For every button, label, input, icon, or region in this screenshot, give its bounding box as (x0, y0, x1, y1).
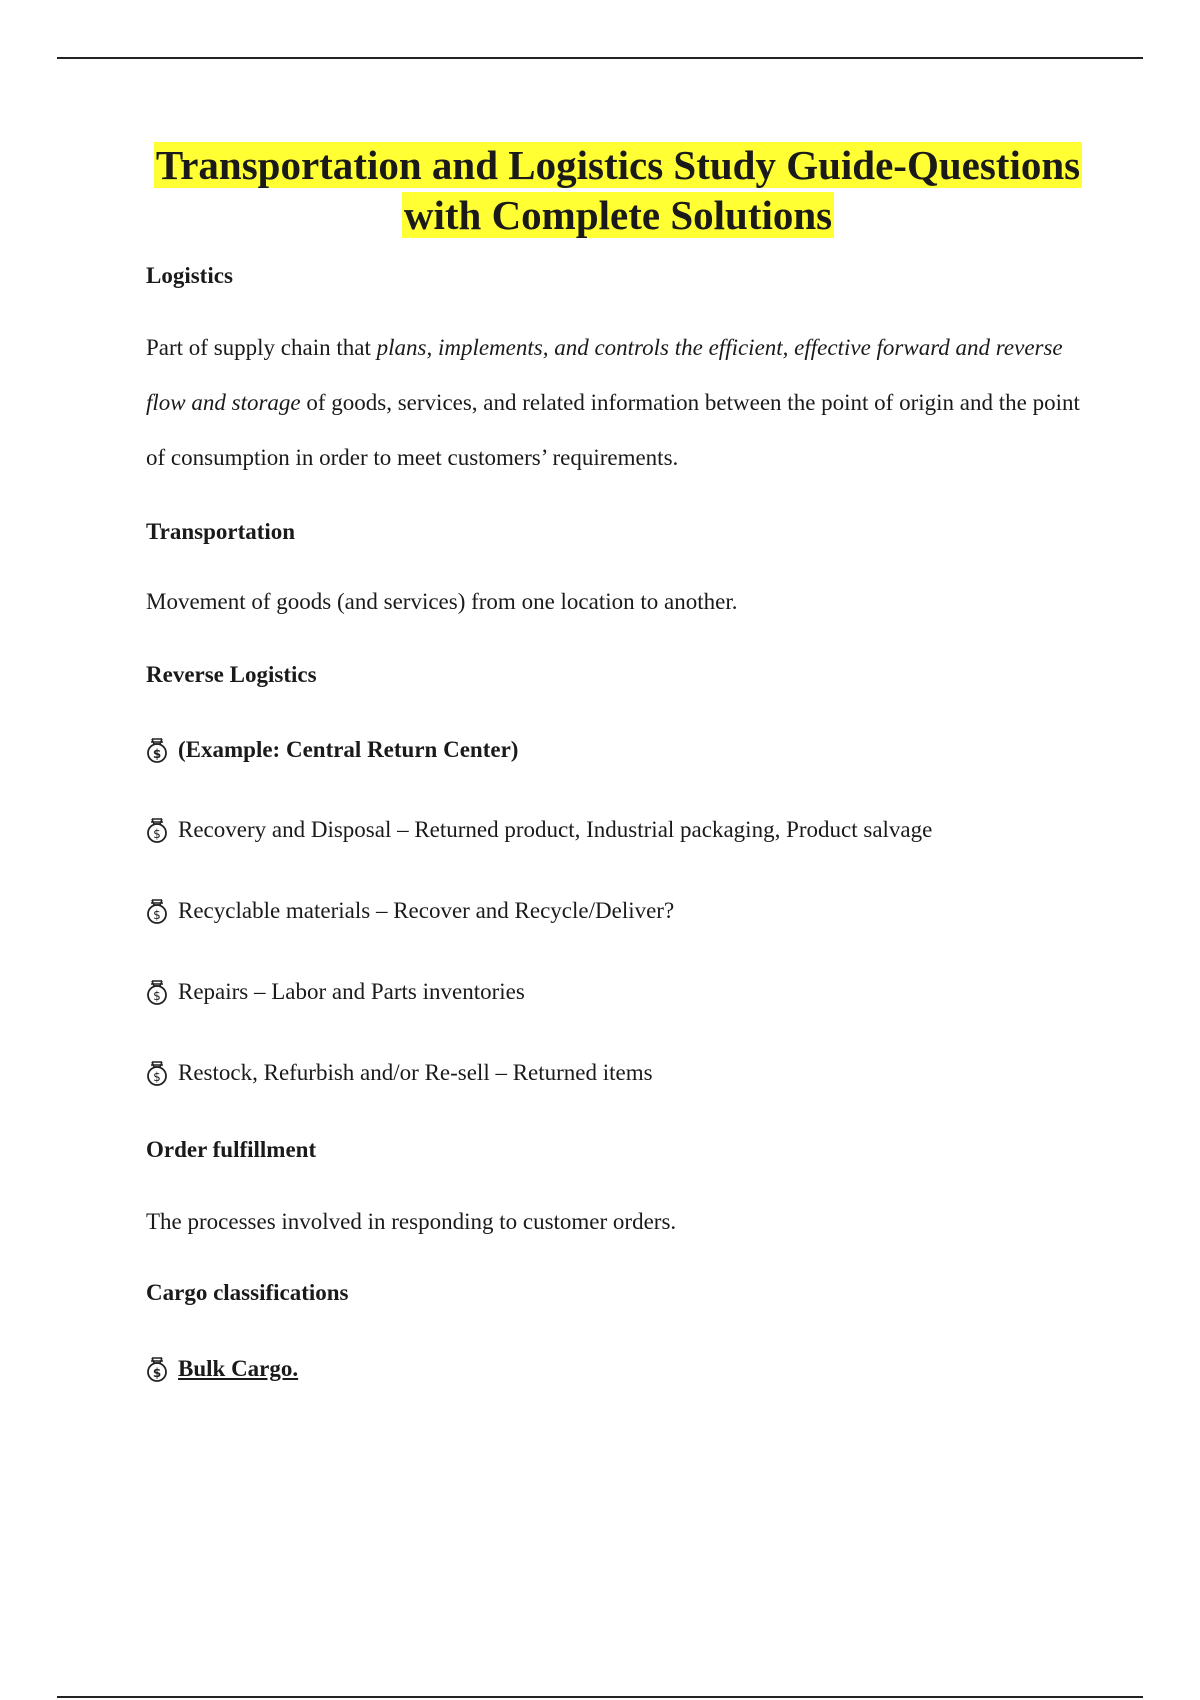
paragraph-logistics (146, 320, 1086, 485)
money-bag-icon (146, 817, 168, 843)
svg-text:$: $ (152, 747, 162, 761)
list-item (146, 1355, 298, 1383)
reverse-item-1: Recovery and Disposal – Returned product, Industrial packaging, Product salvage (178, 817, 933, 842)
top-rule (57, 57, 1143, 59)
svg-text:$: $ (153, 908, 161, 922)
logistics-text-2: of goods, services, and related information between the point of origin and the point of consumption in order to meet customers’ requirements. (146, 390, 1080, 470)
heading-reverse-logistics: Reverse Logistics (146, 662, 317, 687)
paragraph-transportation: Movement of goods (and services) from one location to another. (146, 589, 738, 614)
reverse-item-0: (Example: Central Return Center) (178, 737, 519, 762)
logistics-italic: plans, implements, and controls the efficient, effective forward and reverse flow and storage (146, 335, 1063, 415)
cargo-item-0: Bulk Cargo. (178, 1356, 299, 1381)
money-bag-icon (146, 1060, 168, 1086)
money-bag-icon (146, 1356, 168, 1382)
svg-text:$: $ (153, 1070, 161, 1084)
logistics-text-1: Part of supply chain that (146, 335, 377, 360)
paragraph-order-fulfillment: The processes involved in responding to customer orders. (146, 1209, 677, 1234)
svg-text:$: $ (153, 827, 161, 841)
list-item (146, 897, 1086, 925)
bottom-rule (57, 1696, 1143, 1698)
svg-text:$: $ (153, 989, 161, 1003)
list-item (146, 978, 1086, 1006)
list-item (146, 1059, 1086, 1087)
title-line-2: with Complete Solutions (403, 192, 833, 238)
heading-transportation: Transportation (146, 519, 296, 544)
money-bag-icon (146, 737, 168, 763)
reverse-item-4: Restock, Refurbish and/or Re-sell – Returned items (178, 1060, 653, 1085)
heading-logistics: Logistics (146, 263, 233, 288)
page-title (0, 140, 1200, 240)
reverse-item-3: Repairs – Labor and Parts inventories (178, 979, 525, 1004)
list-item (146, 736, 1086, 764)
list-item (146, 816, 1086, 844)
reverse-item-2: Recyclable materials – Recover and Recycle/Deliver? (178, 898, 675, 923)
money-bag-icon (146, 898, 168, 924)
heading-order-fulfillment: Order fulfillment (146, 1137, 317, 1162)
money-bag-icon (146, 979, 168, 1005)
heading-cargo-classifications: Cargo classifications (146, 1280, 349, 1305)
title-line-1: Transportation and Logistics Study Guide-Questions (155, 142, 1081, 188)
svg-text:$: $ (152, 1366, 162, 1380)
